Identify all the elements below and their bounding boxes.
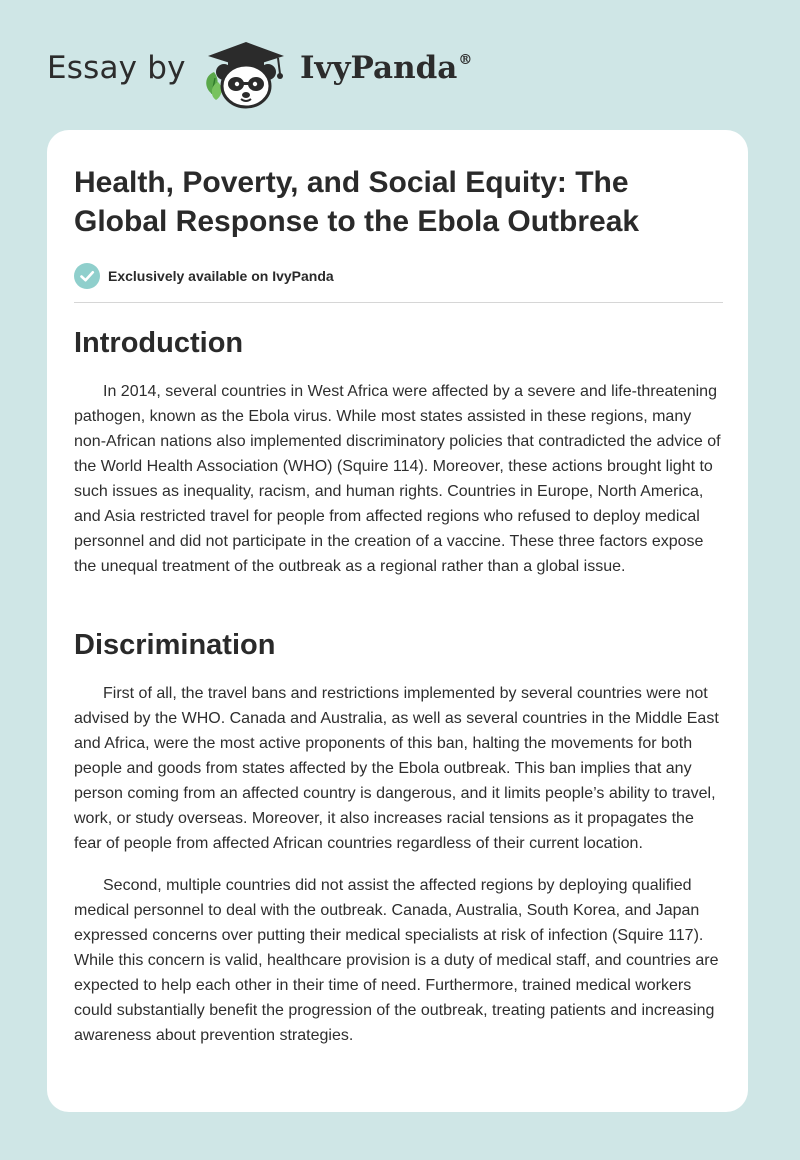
exclusive-badge-text: Exclusively available on IvyPanda — [108, 268, 334, 284]
section-discrimination — [74, 628, 724, 1048]
essay-by-label: Essay by — [47, 50, 186, 86]
divider — [74, 302, 723, 303]
panda-graduate-logo-icon[interactable] — [200, 38, 292, 110]
registered-mark: ® — [458, 52, 473, 68]
paragraph: First of all, the travel bans and restrictions implemented by several countries were not advised by the WHO. Canada and Australia, as well as several countries in the Middle East and Africa, were the most active proponents of this ban, halting the movements for both people and goods from states affected by the Ebola outbreak. This ban implies that any person coming from an affected country is dangerous, and it limits people’s ability to travel, work, or study overseas. Moreover, it also increases racial tensions as it propagates the fear of people from affected African countries regardless of their current location. — [74, 685, 719, 852]
brand-name[interactable] — [300, 50, 472, 86]
paragraph: In 2014, several countries in West Africa were affected by a severe and life-threatening pathogen, known as the Ebola virus. While most states assisted in these regions, many non-African nations also implemented discriminatory policies that contradicted the advice of the World Health Association (WHO) (Squire 114). Moreover, these actions brought light to such issues as inequality, racism, and human rights. Countries in Europe, North America, and Asia restricted travel for people from affected regions who refused to deploy medical personnel and did not participate in the creation of a vaccine. These three factors expose the unequal treatment of the outbreak as a regional rather than a global issue. — [74, 383, 721, 575]
article-card — [47, 130, 748, 1112]
section-heading: Discrimination — [74, 629, 276, 661]
article-title: Health, Poverty, and Social Equity: The Global Response to the Ebola Outbreak — [74, 166, 640, 238]
check-icon — [74, 263, 100, 289]
exclusive-badge — [74, 263, 334, 289]
paragraph: Second, multiple countries did not assist the affected regions by deploying qualified medical personnel to deal with the outbreak. Canada, Australia, South Korea, and Japan expressed concerns over putting their medical specialists at risk of infection (Squire 117). While this concern is valid, healthcare provision is a duty of medical staff, and countries are expected to help each other in their time of need. Furthermore, trained medical workers could substantially benefit the progression of the outbreak, treating patients and increasing awareness about prevention strategies. — [74, 877, 719, 1044]
brand-label: IvyPanda — [300, 50, 458, 86]
section-heading: Introduction — [74, 327, 244, 359]
page-header — [0, 0, 800, 120]
section-introduction — [74, 326, 724, 579]
